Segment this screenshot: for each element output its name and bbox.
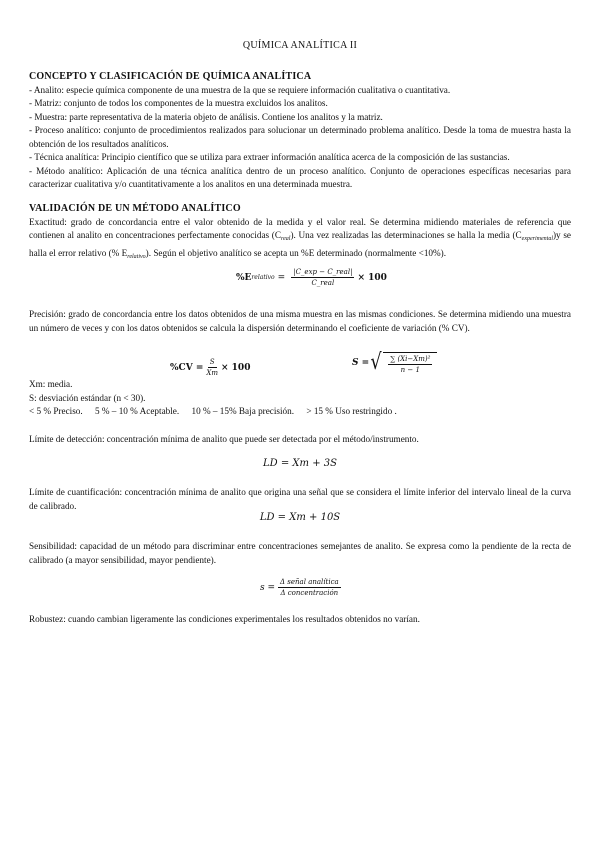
xm-definition: Xm: media. xyxy=(29,379,73,389)
definition-matriz: - Matriz: conjunto de todos los componentes de la muestra excluidos los analitos. xyxy=(29,98,328,108)
section-concepto xyxy=(29,70,571,192)
s-definition: S: desviación estándar (n < 30). xyxy=(29,392,146,403)
precision-notes xyxy=(29,378,571,419)
definition-proceso: - Proceso analítico: conjunto de procedimientos realizados para solucionar un determinado problema analítico. Desde la toma de muestra hasta la obtención de los resultados analíticos. xyxy=(29,125,571,149)
equation-cv: %CV = $\frac{S}{Xm}$ × 100 xyxy=(170,358,251,377)
exactitud-paragraph: Exactitud: grado de concordancia entre el valor obtenido de la medida y el valor real. Se determina midiendo materiales de referencia que contienen al analito en concentraciones perfectamente conocidas $(C_{real})$. Una vez realizadas las determinaciones se halla la media $(C_{experimental})y$ se halla el error relativo (% $E_{relativo}$). Según el objetivo analítico se acepta un %E determinado (normalmente <10%). xyxy=(29,216,571,260)
equation-ld: LD = Xm + 3S xyxy=(263,458,337,469)
section-heading: VALIDACIÓN DE UN MÉTODO ANALÍTICO xyxy=(29,203,241,214)
sensibilidad-paragraph: Sensibilidad: capacidad de un método para discriminar entre concentraciones semejantes de analito. Se expresa como la pendiente de la recta de calibrado (a mayor sensibilidad, mayor pendiente). xyxy=(29,541,571,565)
equation-lc: LD = Xm + 10S xyxy=(259,512,341,523)
section-heading: CONCEPTO Y CLASIFICACIÓN DE QUÍMICA ANALÍTICA xyxy=(29,71,312,82)
definition-tecnica: - Técnica analítica: Principio científico que se utiliza para extraer información analítica acerca de la composición de las sustancias. xyxy=(29,152,510,162)
definition-analito: - Analito: especie química componente de una muestra de la que se requiere información cualitativa o cuantitativa. xyxy=(29,84,451,95)
robustez-paragraph: Robustez: cuando cambian ligeramente las condiciones experimentales los resultados obtenidos no varían. xyxy=(29,614,420,624)
page-title: QUÍMICA ANALÍTICA II xyxy=(242,40,358,51)
precision-paragraph: Precisión: grado de concordancia entre los datos obtenidos de una misma muestra en las mismas condiciones. Se determina midiendo una muestra un número de veces y con los datos obtenidos se calcula la dispersión determinando el coeficiente de variación (% CV). xyxy=(29,309,571,333)
equation-desviacion: S = √ $\frac{\text{∑ (Xi−Xm)²}}{n - 1}$ xyxy=(352,352,437,374)
definition-metodo: - Método analítico: Aplicación de una técnica analítica dentro de un proceso analítico. Conjunto de operaciones específicas necesarias para caracterizar cualitativa y/o cuantitativamente a los analitos en una determinada muestra. xyxy=(29,165,571,189)
precision-ranges: < 5 % Preciso. 5 % – 10 % Aceptable. 10 % – 15% Baja precisión. > 15 % Uso restringido . xyxy=(29,406,397,416)
section-validacion xyxy=(29,202,571,264)
cuantificacion-paragraph: Límite de cuantificación: concentración mínima de analito que origina una señal que se considera el límite inferior del intervalo lineal de la curva de calibrado. xyxy=(29,487,571,511)
equation-error-relativo: %E relativo = $\frac{\text{|C\_exp − C\_real|}}{\text{C\_real}}$ × 100 xyxy=(236,268,387,287)
equation-sensibilidad: s = $\frac{\text{Δ señal analítica}}{\text{Δ concentración}}$ xyxy=(260,578,339,597)
deteccion-paragraph: Límite de detección: concentración mínima de analito que puede ser detectada por el método/instrumento. xyxy=(29,434,419,444)
definition-muestra: - Muestra: parte representativa de la materia objeto de análisis. Contiene los analitos y la matriz. xyxy=(29,111,383,122)
